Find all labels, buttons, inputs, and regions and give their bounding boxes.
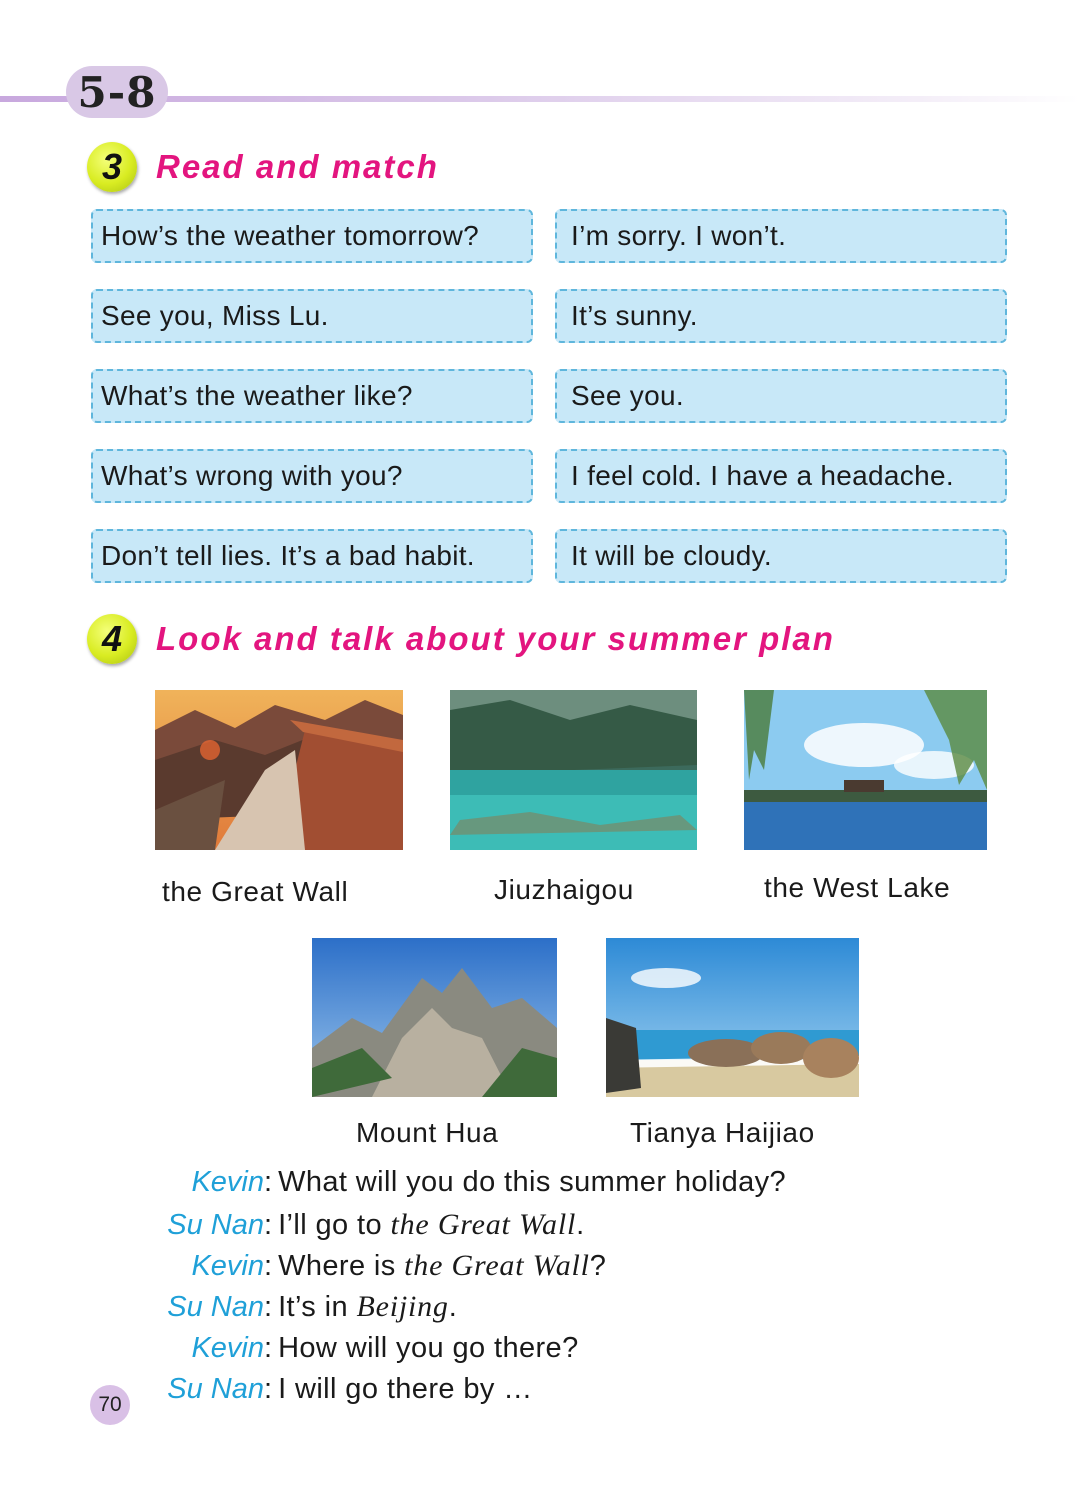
west-lake-photo <box>744 690 987 850</box>
caption-jiuzhaigou: Jiuzhaigou <box>494 874 634 905</box>
match-question-3[interactable]: What’s the weather like? <box>91 369 533 423</box>
match-answer-4[interactable]: I feel cold. I have a headache. <box>555 449 1007 503</box>
dialogue-line: Su Nan : I will go there by … <box>0 1373 533 1413</box>
section-3-number-badge: 3 <box>87 142 137 192</box>
place-name: the Great Wall <box>390 1208 577 1241</box>
speaker-name: Kevin <box>191 1166 264 1198</box>
speaker-name: Su Nan <box>167 1209 264 1241</box>
speech-text: I’ll go to the Great Wall. <box>278 1208 585 1241</box>
match-question-2[interactable]: See you, Miss Lu. <box>91 289 533 343</box>
dialogue-line: Kevin : How will you go there? <box>0 1332 579 1372</box>
caption-west-lake: the West Lake <box>764 872 951 903</box>
speaker-name: Kevin <box>191 1332 264 1364</box>
speech-text: Where is the Great Wall? <box>278 1249 607 1282</box>
dialogue-line: Kevin : Where is the Great Wall? <box>0 1249 606 1289</box>
match-answer-1[interactable]: I’m sorry. I won’t. <box>555 209 1007 263</box>
dialogue-line: Kevin : What will you do this summer holiday? <box>0 1166 786 1206</box>
page-number: 70 <box>90 1385 130 1425</box>
speaker-name: Su Nan <box>167 1291 264 1323</box>
speech-text: I will go there by … <box>278 1373 533 1405</box>
section-3-title: Read and match <box>156 148 439 185</box>
match-question-4[interactable]: What’s wrong with you? <box>91 449 533 503</box>
speech-text: What will you do this summer holiday? <box>278 1166 787 1198</box>
section-4-number-badge: 4 <box>87 614 137 664</box>
unit-badge: 5-8 <box>66 66 168 118</box>
dialogue-line: Su Nan : I’ll go to the Great Wall. <box>0 1208 585 1248</box>
caption-tianya-haijiao: Tianya Haijiao <box>630 1117 815 1148</box>
place-name: Beijing <box>356 1290 449 1323</box>
mount-hua-photo <box>312 938 557 1097</box>
jiuzhaigou-photo <box>450 690 697 850</box>
place-name: the Great Wall <box>404 1249 590 1282</box>
tianya-haijiao-photo <box>606 938 859 1097</box>
speech-text: It’s in Beijing. <box>278 1290 458 1323</box>
dialogue-line: Su Nan : It’s in Beijing. <box>0 1290 457 1330</box>
speech-text: How will you go there? <box>278 1332 579 1364</box>
section-4-title: Look and talk about your summer plan <box>156 620 835 657</box>
match-answer-3[interactable]: See you. <box>555 369 1007 423</box>
match-answer-5[interactable]: It will be cloudy. <box>555 529 1007 583</box>
match-question-1[interactable]: How’s the weather tomorrow? <box>91 209 533 263</box>
caption-great-wall: the Great Wall <box>162 876 349 907</box>
match-answer-2[interactable]: It’s sunny. <box>555 289 1007 343</box>
great-wall-photo <box>155 690 403 850</box>
speaker-name: Kevin <box>191 1250 264 1282</box>
match-question-5[interactable]: Don’t tell lies. It’s a bad habit. <box>91 529 533 583</box>
speaker-name: Su Nan <box>167 1373 264 1405</box>
caption-mount-hua: Mount Hua <box>356 1117 499 1148</box>
